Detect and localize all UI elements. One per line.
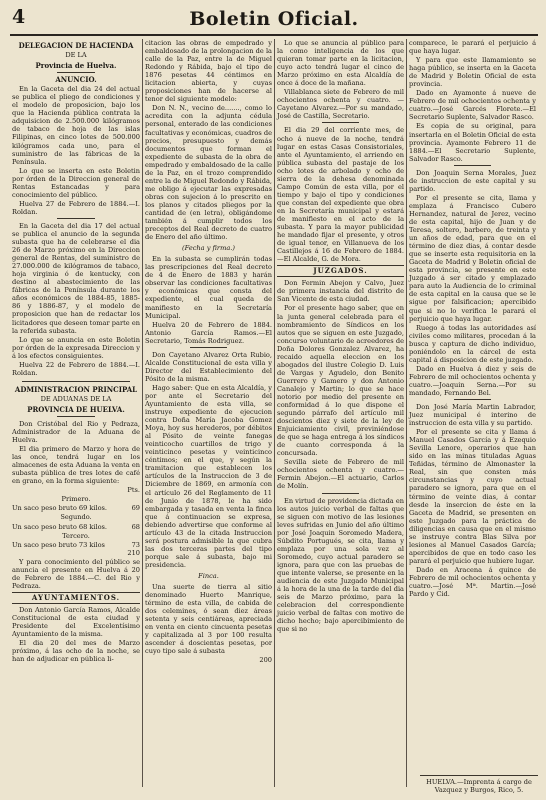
paragraph: Don Antonio García Ramos, Alcalde Constitucional de esta ciudad y Presidente del Excelentísimo Ayuntamiento de la misma. [12, 605, 140, 639]
paragraph: Y para que este llamamiento se haga público, se inserta en la Gaceta de Madrid y Boletin Oficial de esta provincia. [409, 56, 536, 89]
column-2 [142, 39, 274, 787]
page-header [10, 4, 538, 36]
lot-heading: Segundo. [60, 513, 92, 522]
lot-list [12, 486, 140, 556]
paragraph: Es copia de su original, para insertarla en el Boletin Oficial de esta provincia. Ayamonte Febrero 11 de 1884.—El Secretario Suplente, Salvador Rasco. [409, 122, 536, 163]
divider [57, 72, 95, 73]
divider [322, 122, 359, 123]
column-3 [274, 39, 406, 787]
list-item [12, 486, 140, 494]
signature-line: Huelva 20 de Febrero de 1884. Antonio García Ramos.—El Secretario, Tomás Rodriguez. [145, 320, 272, 345]
divider [22, 381, 130, 382]
signature-line: Dado en Aracena á quince de Febrero de mil ochocientos ochenta y cuatro.—José Mª. Martin.—José Pardo y Cid. [409, 565, 536, 599]
page-title: Boletin Oficial. [189, 8, 359, 30]
price-line [145, 656, 272, 664]
paragraph: El dia 29 del corriente mes, de ocho á nueve de la noche, tendrá lugar en estas Casas Consistoriales, ante el Ayuntamiento, el arriendo en pública subasta del pastaje de los ocho lotes de arbolado y ocho de sierra de la dehesa denominada Campo Común de esta villa, por el tiempo y bajo el tipo y condiciones que constan del expediente que obra en la Secretaría municipal y estará de manifiesto en el acto de la subasta. Y para la mayor publicidad he mandado fijar el presente, y otros de igual tenor, en Villanueva de los Castillejos á 16 de Febrero de 1884.—El Alcalde, G. de Mora. [277, 126, 404, 264]
signature-line: Dado en Ayamonte á nueve de Febrero de mil ochocientos ochenta y cuatro.—José Garcés Florete.—El Secretario Suplente, Salvador Rasco. [409, 89, 536, 122]
paragraph: Don N. N., vecino de......., como lo acredita con la adjunta cédula personal, enterado de las condiciones facultativas y económicas, cuadros de precios, presupuesto y demás documentos que forman el expediente de subasta de la obra de empedrado y embaldosado de la calle de la Paz, en el trozo comprendido entre la de Miguel Redondo y Rábida, me obligo á ejecutar las expresadas obras con sujecion á lo prescrito en los planos y citados pliegos por la cantidad de (en letra), obligándome también á cumplir todos los preceptos del Real decreto de cuatro de Enero del año último. [145, 104, 272, 242]
signature-line: Sevilla siete de Febrero de mil ochocientos ochenta y cuatro.—Fermin Abejon.—El actuario, Carlos de Molín. [277, 458, 404, 491]
divider [454, 165, 491, 166]
paragraph: Por el presente hago saber, que en la junta general celebrada para el nombramiento de Síndicos en los autos que se siguen en este Juzgado, concurso voluntario de acreedores de Doña Dolores Gonzalez Alvarez, ha recaido aquella eleccion en los abogados del ilustre Colegio D. Luis de Vargas y Agudelo, don Benito Guerrero y Gamero y don Antonio Canalejo y Martin; lo que se hace notorio por medio del presente en conformidad á lo que dispone el segundo párrafo del artículo mil doscientos diez y siete de la ley de Enjuiciamiento civil, previniéndose de que se haga entrega á los síndicos de cuanto corresponda á la concursada. [277, 304, 404, 458]
lot-total: 210 [127, 548, 140, 557]
imprint-line: HUELVA.—Imprenta á cargo de [426, 778, 532, 786]
signature-line: Villablanca siete de Febrero de mil ochocientos ochenta y cuatro. —Cayetano Alvarez.—Por su mandado, José de Castilla, Secretario. [277, 88, 404, 121]
paragraph: En virtud de providencia dictada en los autos juicio verbal de faltas que se siguen con motivo de las lesiones leves sufridas en Junio del año último por José Joaquin Soromedo Madera, Súbdito Portugués, se cita, llama y emplaza por una sola vez al Soromedo, cuyo actual paradero se ignora, para que con las pruebas de que intente valerse, se presente en la audiencia de este Juzgado Municipal á la hora de la una de la tarde del dia seis de Marzo próximo, para la celebracion del correspondiente juicio verbal de faltas con motivo de dicho hecho; bajo apercibimiento de que si no [277, 496, 404, 634]
paragraph: comparece, le parará el perjuicio á que haya lugar. [409, 39, 536, 56]
divider [190, 347, 227, 348]
signature-line: Huelva 22 de Febrero de 1884.—I. Roldan. [12, 360, 140, 377]
paragraph: Don Cristóbal del Rio y Pedraza, Administrador de la Aduana de Huelva. [12, 419, 140, 445]
lot-value: 73 [131, 540, 140, 549]
lot-description: Un saco peso bruto 73 kilos [12, 540, 105, 549]
paragraph: citacion las obras de empedrado y embaldosado de la prolongacion de la calle de la Paz, entre la de Miguel Redondo y Rábida, bajo el tipo de 1876 pesetas 44 céntimos en licitacion abierta, y cuyas proposiciones han de hacerse al tenor del siguiente modelo: [145, 39, 272, 104]
signature-note: (Fecha y firma.) [182, 244, 235, 253]
price-value: 200 [259, 656, 272, 665]
lot-value: 68 [131, 522, 140, 531]
section-heading-hacienda: DELEGACION DE HACIENDA [18, 41, 134, 50]
paragraph: Don José María Martin Labrador, Juez municipal é interino de instruccion de esta villa y su partido. [409, 403, 536, 428]
section-subheading: DE ADUANAS DE LA [40, 394, 112, 403]
lot-heading: Primero. [61, 495, 91, 504]
paragraph: Por el presente se cita y llama á Manuel Casados García y á Ezequio Sevilla Lenore, operarios que han sido en las minas tituladas Aguas Teñidas, término de Almonaster la Real, sin que consten más circunstancias y cuyo actual paradero se ignora, para que en el término de veinte dias, á contar desde la insercion de éste en la Gaceta de Madrid, se presenten en este Juzgado para la práctica de diligencias en causa que en el mismo se instruye contra Blas Silva por lesiones al Manuel Casados García; apercibidos de que en todo caso les parará el perjuicio que hubiere lugar. [409, 428, 536, 565]
section-heading-aduanas: ADMINISTRACION PRINCIPAL [14, 384, 138, 394]
list-item [12, 504, 140, 512]
section-heading-ayuntamientos: AYUNTAMIENTOS. [12, 592, 140, 604]
section-subheading: DE LA [65, 51, 87, 60]
list-item [12, 541, 140, 549]
list-item [12, 549, 140, 557]
lot-value: 69 [131, 504, 140, 513]
paragraph: El dia primero de Marzo y hora de las once, tendrá lugar en los almacenes de esta Aduana la venta en subasta pública de tres lotes de café en grano, en la forma siguiente: [12, 445, 140, 486]
divider [57, 416, 95, 417]
paragraph: En la Gaceta del dia 24 del actual se publica el pliego de condiciones y el modelo de proposicion, bajo los que la Hacienda pública contrata la adquisicion de 2.500.000 kilógramos de tabaco de hoja de las islas Filipinas, en cinco lotes de 500.000 kilógramos cada uno, para el suministro de las fábricas de la Península. [12, 85, 140, 166]
paragraph: El dia 20 del mes de Marzo próximo, á las ocho de la noche, se han de adjudicar en pública li- [12, 639, 140, 664]
column-1 [10, 39, 142, 787]
column-4 [406, 39, 538, 787]
signature-line: Huelva 27 de Febrero de 1884.—I. Roldan. [12, 199, 140, 216]
lot-description: Un saco peso bruto 68 kilos. [12, 522, 108, 531]
divider [322, 493, 359, 494]
paragraph: Lo que se anuncia en este Boletin por órden de la expresada Direccion y á los efectos consiguientes. [12, 335, 140, 360]
paragraph: Una suerte de tierra al sitio denominado Huerto Manrique, término de esta villa, de cabida de dos celemines, ó sean diez áreas setenta y seis centiáreas, apreciada en venta en ciento cincuenta pesetas y capitalizada al 3 por 100 resulta ascender á doscientas pesetas, por cuyo tipo sale á subasta [145, 583, 272, 656]
paragraph: Hago saber: Que en esta Alcaldía, y por ante el Secretario del Ayuntamiento de esta villa, se instruye expediente de ejecucion contra Doña María Jacoba Gomez Moya, hoy sus herederos, por débitos al Pósito de veinte fanegas veinticocho cuartillos de trigo y veinticinco pesetas y veinticinco céntimos; en el que, y según la tramitacion que establecen los artículos de la Instruccion de 3 de Diciembre de 1869, en armonía con el artículo 26 del Reglamento de 11 de Junio de 1878, le ha sido embargada y tasada en venta la finca que á continuacion se expresa, debiendo advertirse que conforme al artículo 43 de la citada Instruccion será postura admisible la que cubra las dos terceras partes del tipo porque sale á subasta, bajo mi presidencia. [145, 383, 272, 569]
section-subheading-provincia: Provincia de Huelva. [35, 61, 117, 71]
lot-description: Un saco peso bruto 69 kilos. [12, 504, 108, 513]
paragraph: Lo que se inserta en este Boletin por órden de la Direccion general de Rentas Estancadas y para conocimiento del público. [12, 166, 140, 199]
signature-line: Dado en Huelva á diez y seis de Febrero de mil ochocientos ochenta y cuatro.—Joaquin Serna.—Por su mandado, Fernando Bel. [409, 364, 536, 397]
paragraph: Por el presente se cita, llama y emplaza á Francisco Cubero Hernandez, natural de Jerez, vecino de esta capital, hijo de Juan y de Teresa, soltero, barbero, de treinta y un años de edad, para que en el término de diez dias, á contar desde que se inserte esta requisitoria en la Gaceta de Madrid y Boletin oficial de esta provincia, se presente en este Juzgado á ser citado y emplazado para auto la Audiencia de lo criminal de esta capital en la causa que se le sigue por falsificacion; apercibido que si no lo verifica le parará el perjuicio que haya lugar. [409, 193, 536, 323]
paragraph: Don Fermin Abejon y Calvo, Juez de primera instancia del distrito de San Vicente de esta ciudad. [277, 279, 404, 304]
section-subheading-huelva: PROVINCIA DE HUELVA. [27, 404, 125, 414]
text-columns [10, 39, 538, 787]
paragraph: Ruego á todas las autoridades así civiles como militares, procedan á la busca y captura de dicho individuo, poniéndolo en la cárcel de esta capital á disposicion de este juzgado. [409, 323, 536, 364]
divider [57, 218, 95, 219]
printer-imprint [420, 775, 538, 794]
list-item [12, 523, 140, 531]
currency-label: Pts. [127, 486, 140, 495]
section-heading-juzgados: JUZGADOS. [277, 265, 404, 277]
divider [454, 399, 491, 400]
paragraph: Don Joaquin Serna Morales, Juez de instruccion de este capital y su partido. [409, 168, 536, 193]
paragraph: En la subasta se cumplirán todas las prescripciones del Real decreto de 4 de Enero de 1883 y harán observar las condiciones facultativas y económicas que consta del expediente, el cual queda de manifiesto en la Secretaría Municipal. [145, 255, 272, 320]
section-heading-anuncio: ANUNCIO. [55, 75, 97, 85]
paragraph: Lo que se anuncia al público para la como inteligencia de los que quieran tomar parte en la licitacion, cuyo acto tendrá lugar el cinco de Marzo próximo en esta Alcaldía de once á doce de la mañana. [277, 39, 404, 88]
page-number: 4 [12, 6, 26, 28]
imprint-line: Vazquez y Burgos, Rico, 5. [434, 786, 524, 794]
paragraph: Y para conocimiento del público se anuncia el presente en Huelva á 20 de Febrero de 1884.—C. del Rio y Pedraza. [12, 557, 140, 590]
lot-heading: Tercero. [62, 531, 90, 540]
subheading-finca: Finca. [198, 572, 219, 580]
paragraph: Don Cayetano Alvarez Orta Rubio, Alcalde Constitucional de esta villa y Director del Establecimiento del Pósito de la misma. [145, 350, 272, 383]
paragraph: En la Gaceta del dia 17 del actual se publica el anuncio de la segunda subasta que ha de celebrarse el dia 26 de Marzo próximo en la Direccion general de Rentas, del suministro de 27.000.000 de kilógramos de tabaco, hoja virginia ó de kentucky, con destino al abastecimiento de las fábricas de la Península durante los años económicos de 1884-85, 1885-86 y 1886-87, y el modelo de proposicion que han de redactar los licitadores que deseen tomar parte en la referida subasta. [12, 221, 140, 335]
